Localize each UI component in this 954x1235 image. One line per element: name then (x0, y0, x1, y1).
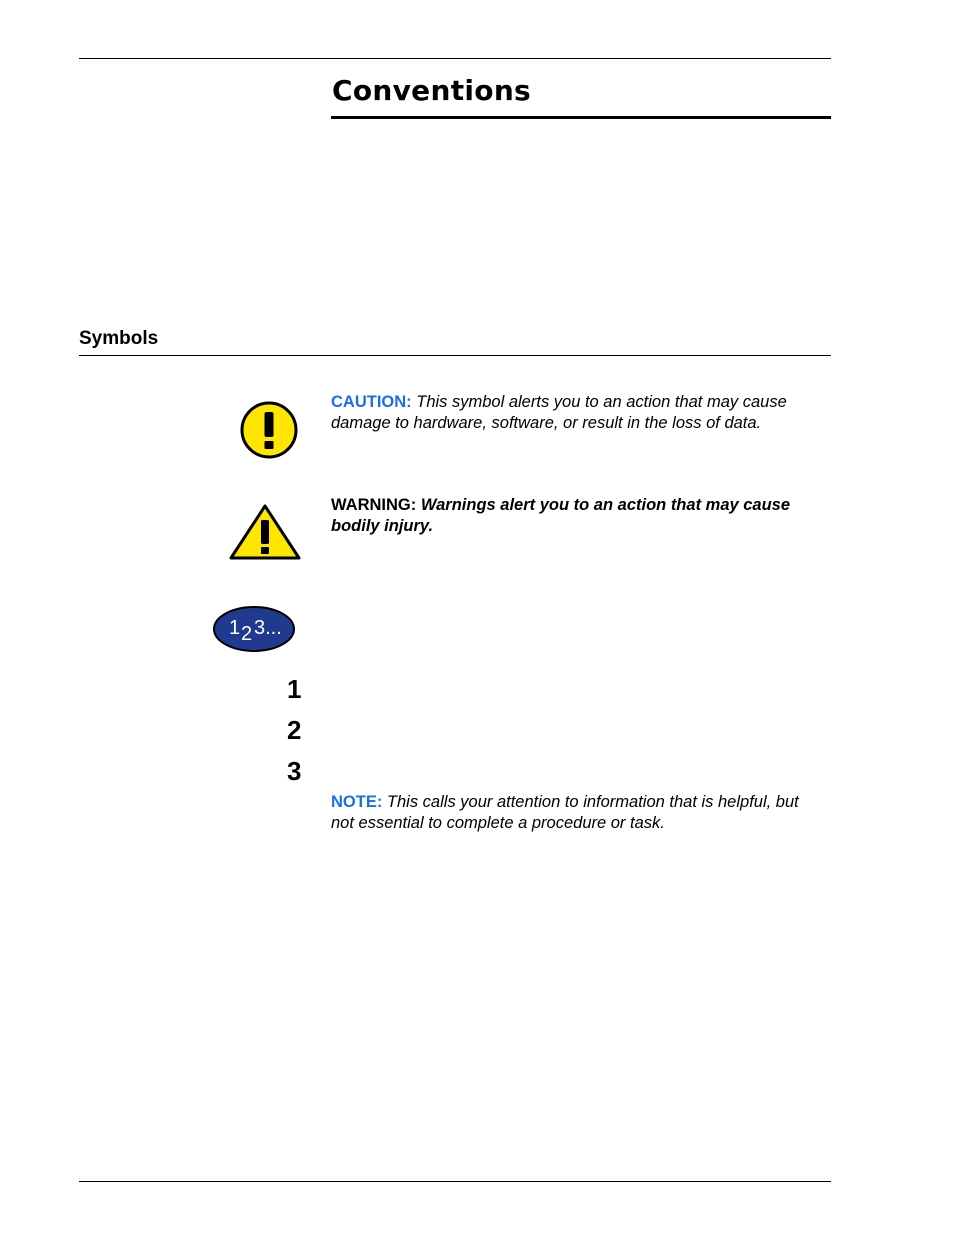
note-label: NOTE: (331, 793, 383, 811)
numbered-steps-icon-digit-1: 1 (229, 617, 241, 639)
caution-label: CAUTION: (331, 393, 412, 411)
note-text: This calls your attention to information that is helpful, but not essential to complete a procedure or task. (331, 793, 799, 832)
numbered-steps-icon-digit-3: 3... (254, 617, 282, 639)
numbered-steps-icon (212, 604, 296, 654)
caution-exclamation-circle-icon (239, 400, 299, 460)
header-rule (79, 58, 831, 59)
caution-text: This symbol alerts you to an action that may cause damage to hardware, software, or result in the loss of data. (331, 393, 787, 432)
footer-rule (79, 1181, 831, 1182)
section-heading-symbols: Symbols (79, 328, 159, 349)
title-underline (331, 116, 831, 119)
warning-text: Warnings alert you to an action that may cause bodily injury. (331, 496, 791, 535)
caution-paragraph (331, 392, 826, 434)
warning-paragraph (331, 495, 826, 537)
page-title: Conventions (332, 74, 532, 107)
note-paragraph (331, 792, 826, 834)
step-number: 1 (287, 674, 302, 704)
step-number: 2 (287, 715, 302, 745)
warning-triangle-icon (228, 503, 302, 561)
step-number: 3 (287, 756, 302, 786)
section-rule (79, 355, 831, 356)
numbered-steps-icon-digit-2: 2 (241, 623, 253, 645)
warning-label: WARNING: (331, 496, 417, 514)
